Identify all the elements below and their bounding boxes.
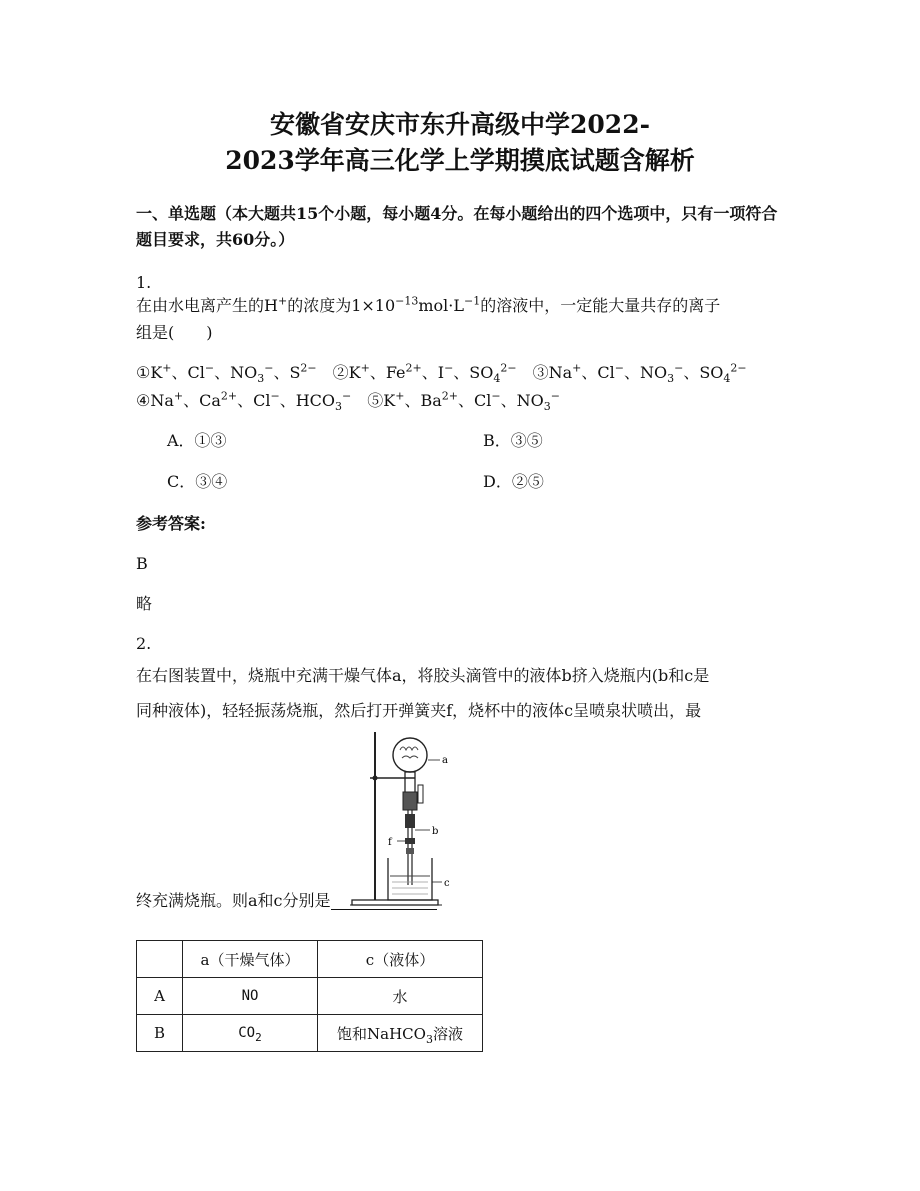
ion-groups-line-1: ①K+、Cl−、$NO_3^-$、$S^{2-}$ ②K+、$Fe^{2+}$、I−、$SO_4^{2-}$ ③Na+、Cl−、$NO_3^-$、$SO_4^{2-}$ xyxy=(136,361,747,386)
option-a[interactable]: A．①③ xyxy=(167,431,227,450)
option-b[interactable]: B．③⑤ xyxy=(483,431,543,450)
option-d[interactable]: D．②⑤ xyxy=(483,472,544,491)
table-header-cell: a（干燥气体） xyxy=(183,941,318,978)
row-gas xyxy=(183,1015,318,1052)
gas-subscript: 2 xyxy=(255,1030,262,1044)
section-heading: 一、单选题（本大题共15个小题，每小题4分。在每小题给出的四个选项中，只有一项符合题目要求，共60分。） xyxy=(136,204,778,249)
fountain-apparatus-diagram xyxy=(350,730,460,910)
stem-mid: 的浓度为1×10 xyxy=(287,296,396,315)
liquid-post: 溶液 xyxy=(432,1024,463,1043)
stem-pre: 在由水电离产生的H xyxy=(136,296,278,315)
question-1-number: 1. xyxy=(136,273,152,292)
question-1-stem-line-2: 组是( ) xyxy=(136,323,213,342)
question-1-stem-line-1 xyxy=(136,293,720,319)
question-2-line-3-text: 终充满烧瓶。则a和c分别是 xyxy=(136,891,331,910)
label-f: f xyxy=(388,837,392,848)
row-label: A xyxy=(137,978,183,1015)
title-line-2: 2023学年高三化学上学期摸底试题含解析 xyxy=(225,146,695,175)
table-header-row xyxy=(137,941,483,978)
option-c[interactable]: C．③④ xyxy=(167,472,228,491)
stem-unit: mol·L xyxy=(418,296,464,315)
row-label: B xyxy=(137,1015,183,1052)
exponent: −13 xyxy=(395,294,419,308)
table-row[interactable] xyxy=(137,1015,483,1052)
liquid-subscript: 3 xyxy=(425,1032,433,1046)
unit-exponent: −1 xyxy=(464,294,481,308)
question-2-line-2: 同种液体)，轻轻振荡烧瓶，然后打开弹簧夹f，烧杯中的液体c呈喷泉状喷出，最 xyxy=(136,701,702,720)
table-header-cell: c（液体） xyxy=(318,941,483,978)
question-2-line-1: 在右图装置中，烧瓶中充满干燥气体a，将胶头滴管中的液体b挤入烧瓶内(b和c是 xyxy=(136,666,710,685)
liquid-pre: 饱和NaHCO xyxy=(337,1024,426,1043)
answer-label: 参考答案: xyxy=(136,514,206,533)
title-line-1: 安徽省安庆市东升高级中学2022- xyxy=(270,110,650,139)
question-2-number: 2. xyxy=(136,634,152,653)
answer-value: B xyxy=(136,554,148,573)
options-table xyxy=(136,940,483,1052)
row-liquid: 水 xyxy=(318,978,483,1015)
label-a: a xyxy=(442,755,448,766)
table-header-cell xyxy=(137,941,183,978)
row-gas: NO xyxy=(183,978,318,1015)
explanation: 略 xyxy=(136,594,153,613)
ion-groups-line-2: ④Na+、$Ca^{2+}$、Cl−、$HCO_3^-$ ⑤K+、$Ba^{2+}$、Cl−、$NO_3^-$ xyxy=(136,389,560,414)
label-c: c xyxy=(444,878,450,889)
row-liquid xyxy=(318,1015,483,1052)
label-b: b xyxy=(432,826,439,837)
table-row[interactable] xyxy=(137,978,483,1015)
stem-post: 的溶液中，一定能大量共存的离子 xyxy=(480,296,721,315)
gas-formula: CO xyxy=(238,1025,256,1041)
h-charge: + xyxy=(277,294,288,308)
